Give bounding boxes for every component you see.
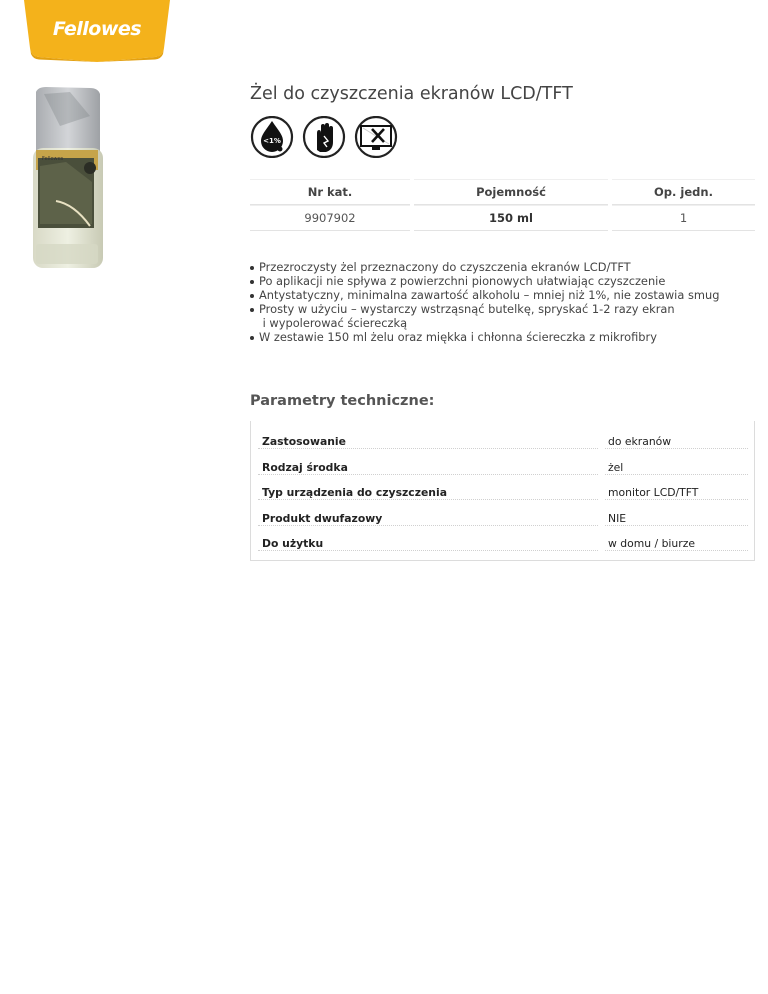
param-value: żel (605, 451, 748, 475)
summary-data-row (250, 205, 755, 230)
param-name: Produkt dwufazowy (258, 502, 598, 526)
table-row (251, 476, 754, 501)
list-item: Antystatyczny, minimalna zawartość alkoholu – mniej niż 1%, nie zostawia smug (249, 288, 719, 302)
bottle-brand-label: Fellowes (42, 156, 64, 162)
brand-logo (24, 0, 170, 62)
header-capacity: Pojemność (414, 179, 608, 205)
page-title: Żel do czyszczenia ekranów LCD/TFT (250, 84, 573, 104)
table-row (251, 451, 754, 476)
table-row (251, 502, 754, 527)
param-name: Zastosowanie (258, 425, 598, 449)
table-row (251, 527, 754, 552)
no-screen-marks-icon (354, 116, 398, 158)
hand-safe-icon (302, 116, 346, 158)
list-item: W zestawie 150 ml żelu oraz miękka i chłonna ściereczka z mikrofibry (249, 330, 719, 344)
summary-header-row (250, 179, 755, 204)
unit-pack-value: 1 (612, 205, 755, 231)
param-name: Rodzaj środka (258, 451, 598, 475)
alcohol-content-icon (250, 116, 294, 158)
param-name: Typ urządzenia do czyszczenia (258, 476, 598, 500)
product-image (30, 86, 104, 270)
header-catalog-no: Nr kat. (250, 179, 410, 205)
list-item: Po aplikacji nie spływa z powierzchni pionowych ułatwiając czyszczenie (249, 274, 719, 288)
technical-section-title: Parametry techniczne: (250, 393, 435, 409)
table-row (251, 425, 754, 450)
catalog-no-value: 9907902 (250, 205, 410, 231)
param-name: Do użytku (258, 527, 598, 551)
list-item: Przezroczysty żel przeznaczony do czyszczenia ekranów LCD/TFT (249, 260, 719, 274)
param-value: NIE (605, 502, 748, 526)
technical-table (250, 421, 755, 561)
param-value: do ekranów (605, 425, 748, 449)
header-unit-pack: Op. jedn. (612, 179, 755, 205)
param-value: w domu / biurze (605, 527, 748, 551)
alcohol-badge: <1% (263, 137, 281, 145)
capacity-value: 150 ml (414, 205, 608, 231)
feature-list (249, 260, 719, 345)
logo-wordmark: Fellowes (52, 18, 142, 40)
list-item: Prosty w użyciu – wystarczy wstrząsnąć butelkę, spryskać 1-2 razy ekran i wypolerować ściereczką (249, 302, 719, 330)
param-value: monitor LCD/TFT (605, 476, 748, 500)
